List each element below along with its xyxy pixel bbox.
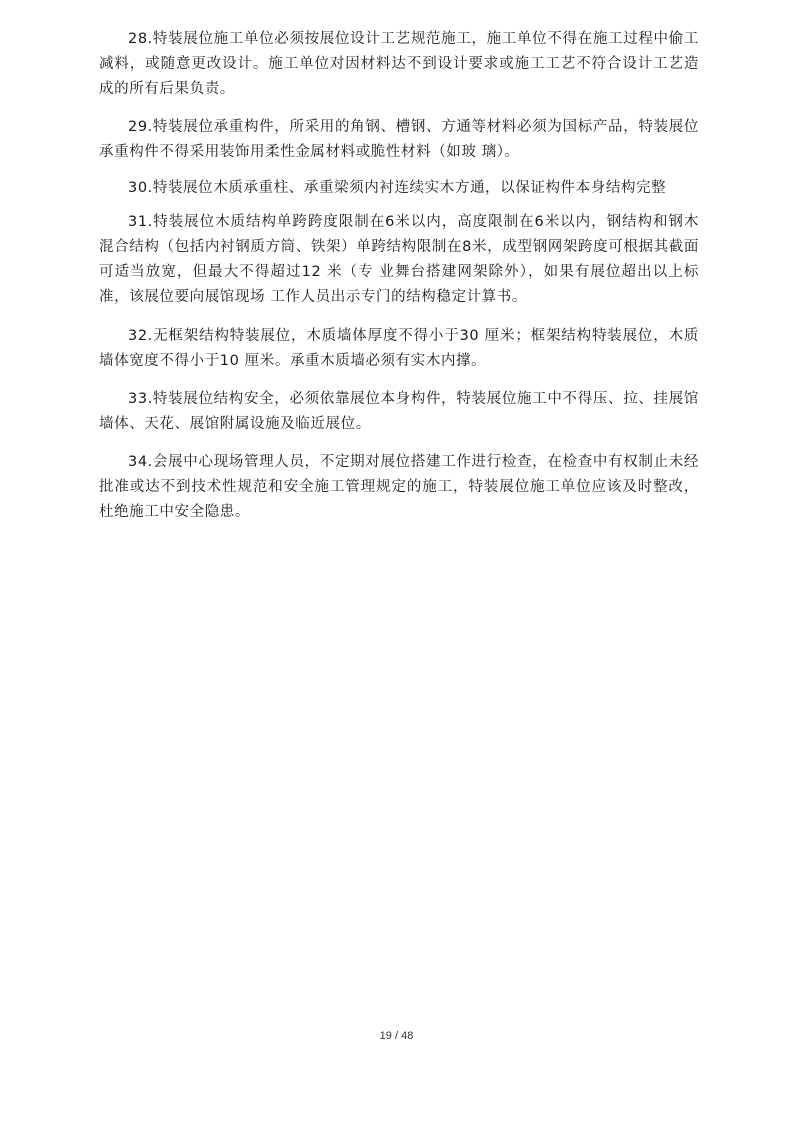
- clause-32: 32.无框架结构特装展位，木质墙体厚度不得小于30 厘米；框架结构特装展位，木质墙体宽度不得小于10 厘米。承重木质墙必须有实木内撑。: [99, 328, 699, 369]
- clause-list: [99, 27, 699, 525]
- clause-33: 33.特装展位结构安全，必须依靠展位本身构件，特装展位施工中不得压、拉、挂展馆墙体、天花、展馆附属设施及临近展位。: [99, 391, 699, 432]
- clause-34: 34.会展中心现场管理人员，不定期对展位搭建工作进行检查，在检查中有权制止未经批准或达不到技术性规范和安全施工管理规定的施工，特装展位施工单位应该及时整改，杜绝施工中安全隐患。: [99, 454, 699, 520]
- clause-31: 31.特装展位木质结构单跨跨度限制在6米以内，高度限制在6米以内，钢结构和钢木混合结构（包括内衬钢质方筒、铁架）单跨结构限制在8米，成型钢网架跨度可根据其截面可适当放宽，但最大不得超过12 米（专 业舞台搭建网架除外），如果有展位超出以上标准，该展位要向展馆现场 工作人员出示专门的结构稳定计算书。: [99, 214, 699, 305]
- clause-28: 28.特装展位施工单位必须按展位设计工艺规范施工，施工单位不得在施工过程中偷工减料，或随意更改设计。施工单位对因材料达不到设计要求或施工工艺不符合设计工艺造成的所有后果负责。: [99, 31, 699, 97]
- clause-29: 29.特装展位承重构件，所采用的角钢、槽钢、方通等材料必须为国标产品，特装展位承重构件不得采用装饰用柔性金属材料或脆性材料（如玻 璃）。: [99, 119, 699, 160]
- page-number: 19 / 48: [379, 1030, 414, 1042]
- clause-30: 30.特装展位木质承重柱、承重梁须内衬连续实木方通，以保证构件本身结构完整: [128, 180, 667, 196]
